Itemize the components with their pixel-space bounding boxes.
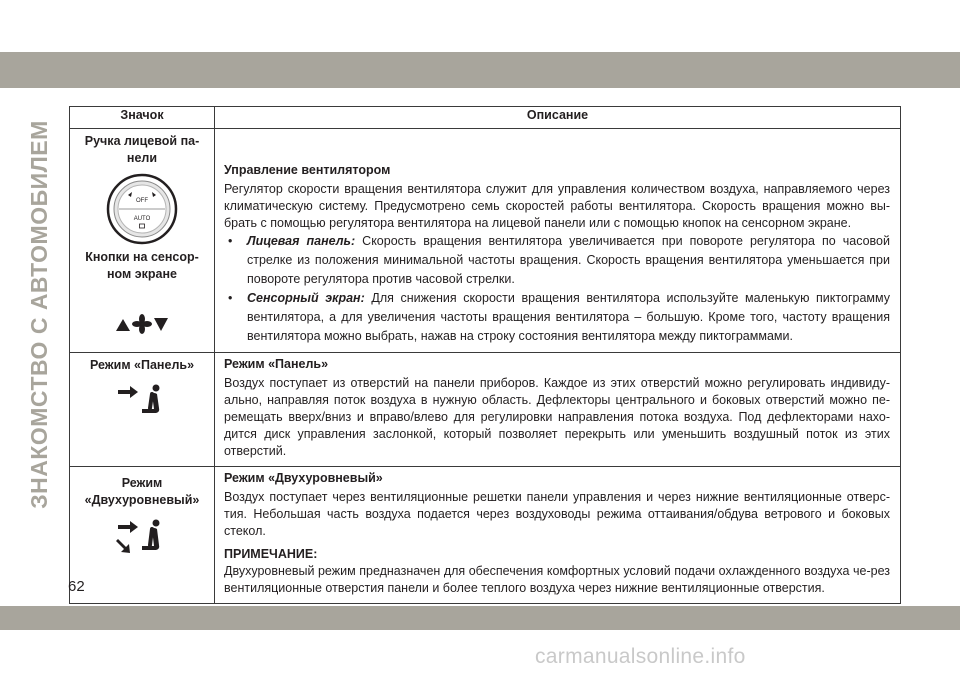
icon-label-touchscreen-buttons: Кнопки на сенсор-ном экране (85, 250, 199, 281)
description-cell (215, 467, 901, 604)
section-side-title: ЗНАКОМСТВО С АВТОМОБИЛЕМ (25, 119, 52, 509)
fan-control-bullets (224, 232, 890, 346)
panel-mode-text: Воздух поступает из отверстий на панели приборов. Каждое из этих отверстий можно регулировать индивиду-ально, направляя поток воздуха в нужную область. Дефлекторы центрального и боковых отверстий можно пе-ремещать вверх/вниз и вправо/влево для регулировки направления потока воздуха. Под дефлекторами нахо-дится диск управления заслонкой, который позволяет перекрыть или уменьшить воздушный поток из этих отверстий. (224, 376, 890, 458)
description-cell (215, 129, 901, 353)
fan-speed-buttons-icon (114, 313, 170, 335)
icon-label-front-panel-knob: Ручка лицевой па-нели (84, 134, 200, 165)
description-cell (215, 353, 901, 467)
header-band (0, 52, 960, 88)
panel-mode-icon (112, 382, 172, 420)
fan-knob-icon (106, 173, 178, 245)
bilevel-mode-title: Режим «Двухуровневый» (224, 471, 383, 485)
controls-table (69, 106, 901, 604)
note-text: Двухуровневый режим предназначен для обеспечения комфортных условий подачи охлажденного воздуха че-рез вентиляционные отверстия панели и более теплого воздуха через нижние вентиляционные отверстия. (224, 564, 890, 595)
icon-cell (70, 129, 215, 353)
bilevel-mode-text: Воздух поступает через вентиляционные решетки панели управления и через нижние вентиляционные отверс-тия. Небольшая часть воздуха подается через воздуховоды режима оттаивания/обдува ветрового и боковых стекол. (224, 490, 890, 538)
bullet-touchscreen: • Сенсорный экран: Для снижения скорости вращения вентилятора используйте маленькую пиктограмму вентилятора, а для увеличения частоты вращения вентилятора – большую. Кроме того, частоту вращения вентилятора можно выбрать, нажав на строку состояния вентилятора между пиктограммами. (224, 289, 890, 346)
header-description: Описание (215, 107, 901, 129)
fan-control-text: Регулятор скорости вращения вентилятора служит для управления количеством воздуха, направляемого через климатическую систему. Предусмотрено семь скоростей работы вентилятора. Скорость вращения можно вы-брать с помощью регулятора вентилятора на лицевой панели или с помощью кнопок на сенсорном экране. (224, 182, 890, 230)
panel-mode-title: Режим «Панель» (224, 357, 329, 371)
knob-auto-label: AUTO (133, 216, 151, 222)
site-watermark: carmanualsonline.info (535, 645, 746, 668)
knob-off-label: OFF (136, 198, 148, 204)
table-row-panel-mode (70, 353, 901, 467)
fan-control-title: Управление вентилятором (224, 163, 391, 177)
icon-cell (70, 353, 215, 467)
table-header-row (70, 107, 901, 129)
icon-cell (70, 467, 215, 604)
page-number: 62 (68, 578, 85, 595)
footer-band (0, 606, 960, 630)
table-row-fan-control (70, 129, 901, 353)
icon-label-bilevel-mode: Режим «Двухуровневый» (84, 476, 200, 507)
note-title: ПРИМЕЧАНИЕ: (224, 547, 318, 561)
header-icon: Значок (70, 107, 215, 129)
icon-label-panel-mode: Режим «Панель» (89, 358, 195, 372)
table-row-bilevel-mode (70, 467, 901, 604)
bilevel-mode-icon (112, 517, 172, 559)
bullet-front-panel: • Лицевая панель: Скорость вращения вентилятора увеличивается при повороте регулятора по часовой стрелке из положения минимальной частоты вращения. Скорость вращения вентилятора уменьшается при повороте регулятора против часовой стрелки. (224, 232, 890, 289)
